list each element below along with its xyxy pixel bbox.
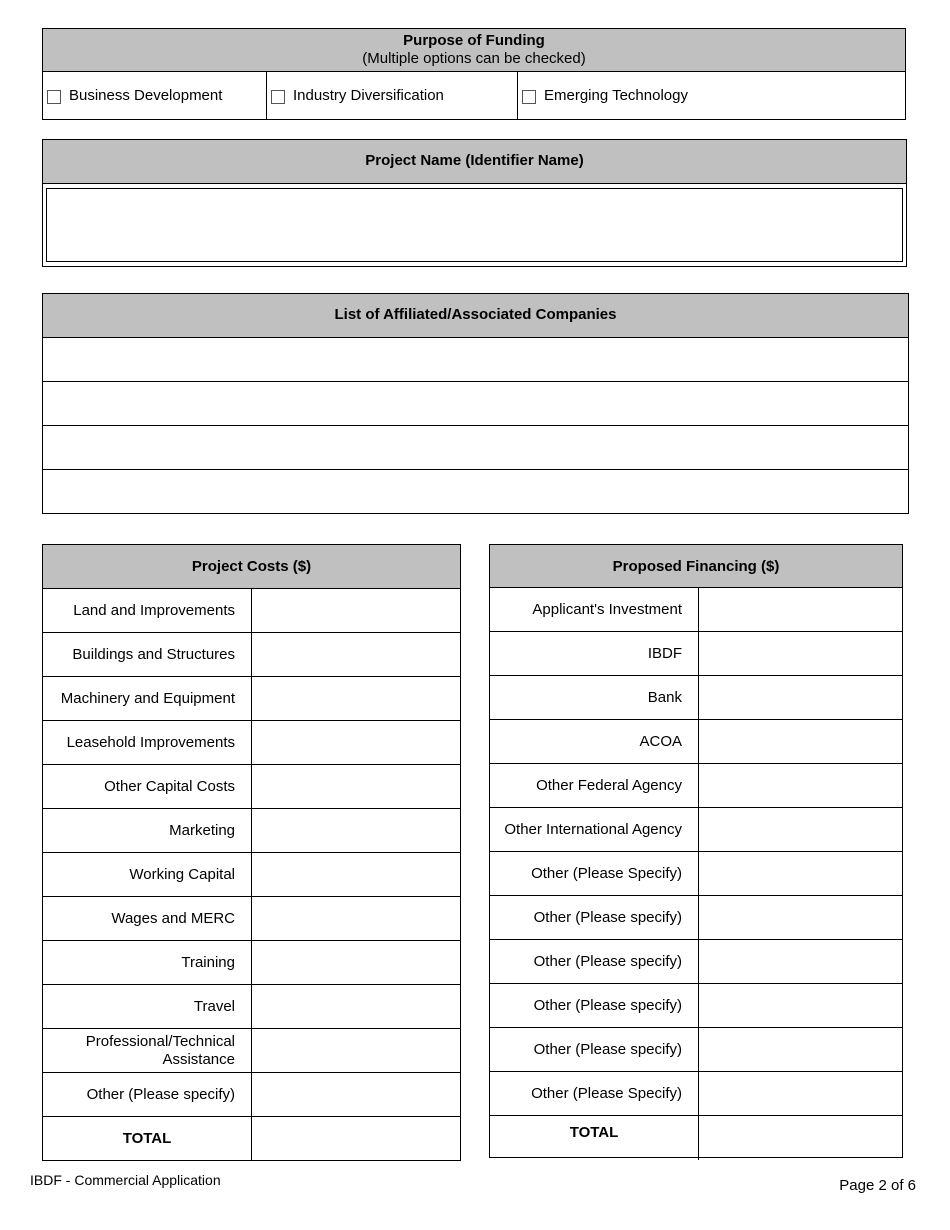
financing-label: Other Federal Agency: [490, 764, 699, 807]
financing-value-input[interactable]: [699, 940, 902, 983]
cost-value-input[interactable]: [252, 633, 460, 676]
option-business-development[interactable]: [43, 72, 267, 119]
cost-total-input[interactable]: [252, 1117, 460, 1161]
financing-label: Other (Please specify): [490, 1028, 699, 1071]
table-row: [43, 941, 460, 985]
project-name-input[interactable]: [46, 188, 903, 262]
table-row: [490, 632, 902, 676]
table-row: [43, 1073, 460, 1117]
affiliated-companies-section: [42, 293, 909, 514]
financing-label: Other (Please specify): [490, 940, 699, 983]
financing-value-input[interactable]: [699, 676, 902, 719]
financing-label: Other International Agency: [490, 808, 699, 851]
affiliate-company-input[interactable]: [43, 382, 908, 426]
option-label: Industry Diversification: [293, 87, 444, 104]
table-row: [43, 677, 460, 721]
table-row: [43, 633, 460, 677]
table-row: [43, 809, 460, 853]
cost-label: Travel: [43, 985, 252, 1028]
cost-label: Leasehold Improvements: [43, 721, 252, 764]
total-row: [490, 1116, 902, 1160]
cost-value-input[interactable]: [252, 1029, 460, 1072]
footer-page-number: Page 2 of 6: [839, 1177, 916, 1194]
cost-value-input[interactable]: [252, 677, 460, 720]
table-row: [43, 765, 460, 809]
project-name-title: Project Name (Identifier Name): [43, 140, 906, 184]
purpose-header: [43, 29, 905, 72]
table-row: [490, 764, 902, 808]
cost-label: Buildings and Structures: [43, 633, 252, 676]
financing-value-input[interactable]: [699, 1028, 902, 1071]
financing-value-input[interactable]: [699, 764, 902, 807]
financing-total-label: TOTAL: [490, 1116, 699, 1160]
project-costs-table: [42, 544, 461, 1161]
affiliated-companies-title: List of Affiliated/Associated Companies: [43, 294, 908, 338]
cost-label: Other Capital Costs: [43, 765, 252, 808]
table-row: [490, 676, 902, 720]
financing-label: Applicant's Investment: [490, 588, 699, 631]
project-costs-title: Project Costs ($): [43, 545, 460, 589]
option-label: Emerging Technology: [544, 87, 688, 104]
financing-label: Other (Please Specify): [490, 852, 699, 895]
financing-value-input[interactable]: [699, 984, 902, 1027]
cost-total-label: TOTAL: [43, 1117, 252, 1161]
table-row: [43, 897, 460, 941]
financing-value-input[interactable]: [699, 808, 902, 851]
table-row: [490, 896, 902, 940]
table-row: [43, 853, 460, 897]
total-row: [43, 1117, 460, 1161]
purpose-subtitle: (Multiple options can be checked): [362, 50, 586, 67]
table-row: [43, 589, 460, 633]
cost-value-input[interactable]: [252, 985, 460, 1028]
footer-document-title: IBDF - Commercial Application: [30, 1172, 221, 1188]
business-development-checkbox[interactable]: [47, 90, 61, 104]
financing-value-input[interactable]: [699, 588, 902, 631]
cost-label: Other (Please specify): [43, 1073, 252, 1116]
cost-label: Professional/Technical Assistance: [43, 1029, 252, 1072]
table-row: [490, 588, 902, 632]
cost-label: Working Capital: [43, 853, 252, 896]
cost-label: Land and Improvements: [43, 589, 252, 632]
cost-value-input[interactable]: [252, 589, 460, 632]
cost-label: Machinery and Equipment: [43, 677, 252, 720]
table-row: [490, 1072, 902, 1116]
purpose-title: Purpose of Funding: [403, 32, 545, 49]
cost-label: Wages and MERC: [43, 897, 252, 940]
financing-label: Other (Please specify): [490, 984, 699, 1027]
financing-label: Other (Please Specify): [490, 1072, 699, 1115]
financing-label: Other (Please specify): [490, 896, 699, 939]
cost-value-input[interactable]: [252, 897, 460, 940]
financing-label: IBDF: [490, 632, 699, 675]
financing-value-input[interactable]: [699, 632, 902, 675]
cost-value-input[interactable]: [252, 853, 460, 896]
proposed-financing-table: [489, 544, 903, 1158]
cost-value-input[interactable]: [252, 941, 460, 984]
table-row: [490, 1028, 902, 1072]
cost-value-input[interactable]: [252, 765, 460, 808]
option-emerging-technology[interactable]: [518, 72, 905, 119]
financing-value-input[interactable]: [699, 1072, 902, 1115]
proposed-financing-title: Proposed Financing ($): [490, 545, 902, 588]
table-row: [490, 852, 902, 896]
table-row: [490, 940, 902, 984]
purpose-of-funding-section: [42, 28, 906, 120]
financing-value-input[interactable]: [699, 896, 902, 939]
industry-diversification-checkbox[interactable]: [271, 90, 285, 104]
cost-value-input[interactable]: [252, 1073, 460, 1116]
project-name-section: [42, 139, 907, 267]
cost-label: Training: [43, 941, 252, 984]
option-industry-diversification[interactable]: [267, 72, 518, 119]
cost-label: Marketing: [43, 809, 252, 852]
financing-value-input[interactable]: [699, 720, 902, 763]
financing-total-input[interactable]: [699, 1116, 902, 1160]
option-label: Business Development: [69, 87, 223, 104]
financing-label: ACOA: [490, 720, 699, 763]
financing-label: Bank: [490, 676, 699, 719]
affiliate-company-input[interactable]: [43, 426, 908, 470]
cost-value-input[interactable]: [252, 809, 460, 852]
table-row: [490, 808, 902, 852]
affiliate-company-input[interactable]: [43, 338, 908, 382]
emerging-technology-checkbox[interactable]: [522, 90, 536, 104]
table-row: [490, 984, 902, 1028]
table-row: [43, 721, 460, 765]
table-row: [43, 985, 460, 1029]
table-row: [490, 720, 902, 764]
table-row: [43, 1029, 460, 1073]
cost-value-input[interactable]: [252, 721, 460, 764]
affiliate-company-input[interactable]: [43, 470, 908, 514]
financing-value-input[interactable]: [699, 852, 902, 895]
